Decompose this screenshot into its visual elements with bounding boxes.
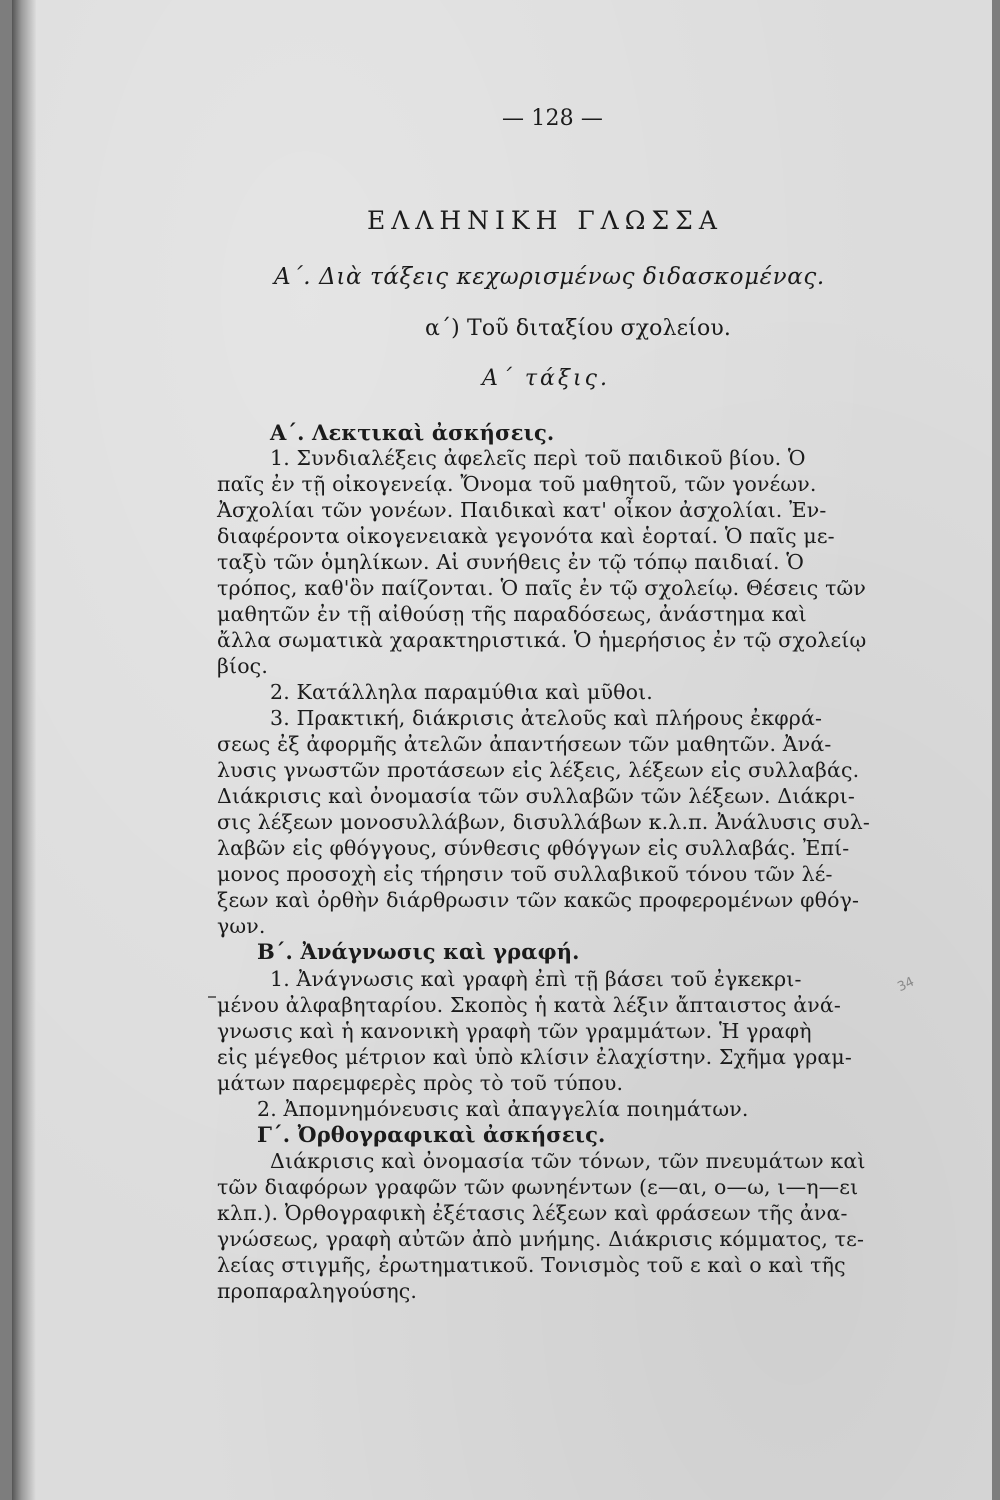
text-line: λείας στιγμῆς, ἐρωτηματικοῦ. Τονισμὸς τοῦ ε καὶ ο καὶ τῆς	[217, 1253, 846, 1277]
section-b-heading: Β΄. Ἀνάγνωσις καὶ γραφή.	[257, 939, 580, 964]
page-number: — 128 —	[502, 106, 604, 131]
text-line: λαβῶν εἰς φθόγγους, σύνθεσις φθόγγων εἰς συλλαβάς. Ἐπί-	[217, 836, 850, 860]
text-line: σις λέξεων μονοσυλλάβων, δισυλλάβων κ.λ.π. Ἀνάλυσις συλ-	[217, 810, 870, 834]
text-line: 1. Ἀνάγνωσις καὶ γραφὴ ἐπὶ τῇ βάσει τοῦ ἐγκεκρι-	[270, 967, 802, 991]
text-line: μάτων παρεμφερὲς πρὸς τὸ τοῦ τύπου.	[217, 1071, 624, 1095]
pencil-margin-note: 34	[895, 974, 917, 996]
text-line: 2. Κατάλληλα παραμύθια καὶ μῦθοι.	[270, 680, 653, 704]
text-line: διαφέροντα οἰκογενειακὰ γεγονότα καὶ ἑορταί. Ὁ παῖς με-	[217, 524, 835, 548]
text-line: σεως ἐξ ἀφορμῆς ἀτελῶν ἀπαντήσεων τῶν μαθητῶν. Ἀνά-	[217, 732, 832, 756]
text-line: 1. Συνδιαλέξεις ἀφελεῖς περὶ τοῦ παιδικοῦ βίου. Ὁ	[270, 446, 806, 470]
text-line: ἄλλα σωματικὰ χαρακτηριστικά. Ὁ ἡμερήσιος ἐν τῷ σχολείῳ	[217, 628, 867, 652]
text-line: τῶν διαφόρων γραφῶν τῶν φωνηέντων (ε—αι, ο—ω, ι—η—ει	[217, 1175, 859, 1199]
class-heading: Α΄ τάξις.	[482, 366, 610, 391]
text-line: κλπ.). Ὀρθογραφικὴ ἐξέτασις λέξεων καὶ φράσεων τῆς ἀνα-	[217, 1201, 848, 1225]
book-page	[12, 0, 992, 1500]
page-spine-shadow	[12, 0, 36, 1500]
text-line: βίος.	[217, 654, 268, 678]
text-line: μονος προσοχὴ εἰς τήρησιν τοῦ συλλαβικοῦ τόνου τῶν λέ-	[217, 862, 833, 886]
text-line: ξεων καὶ ὀρθὴν διάρθρωσιν τῶν κακῶς προφερομένων φθόγ-	[217, 888, 860, 912]
text-line: προπαραληγούσης.	[217, 1279, 418, 1303]
section-a-heading: Α΄. Λεκτικαὶ ἀσκήσεις.	[270, 420, 555, 445]
text-line: ταξὺ τῶν ὁμηλίκων. Αἱ συνήθεις ἐν τῷ τόπῳ παιδιαί. Ὁ	[217, 550, 805, 574]
text-line: λυσις γνωστῶν προτάσεων εἰς λέξεις, λέξεων εἰς συλλαβάς.	[217, 758, 860, 782]
text-line: γνωσις καὶ ἡ κανονικὴ γραφὴ τῶν γραμμάτων. Ἡ γραφὴ	[217, 1019, 812, 1043]
text-line: 3. Πρακτική, διάκρισις ἀτελοῦς καὶ πλήρους ἐκφρά-	[270, 706, 823, 730]
text-line: 2. Ἀπομνημόνευσις καὶ ἀπαγγελία ποιημάτων.	[257, 1097, 749, 1121]
text-line: γνώσεως, γραφὴ αὐτῶν ἀπὸ μνήμης. Διάκρισις κόμματος, τε-	[217, 1227, 865, 1251]
text-line: μαθητῶν ἐν τῇ αἰθούσῃ τῆς παραδόσεως, ἀνάστημα καὶ	[217, 602, 807, 626]
text-line: παῖς ἐν τῇ οἰκογενείᾳ. Ὄνομα τοῦ μαθητοῦ, τῶν γονέων.	[217, 472, 817, 496]
text-line: εἰς μέγεθος μέτριον καὶ ὑπὸ κλίσιν ἐλαχίστην. Σχῆμα γραμ-	[217, 1045, 852, 1069]
text-line: γων.	[217, 914, 266, 938]
margin-mark	[208, 996, 216, 998]
text-line: Διάκρισις καὶ ὀνομασία τῶν συλλαβῶν τῶν λέξεων. Διάκρι-	[217, 784, 855, 808]
text-line: τρόπος, καθ'ὃν παίζονται. Ὁ παῖς ἐν τῷ σχολείῳ. Θέσεις τῶν	[217, 576, 867, 600]
section-heading: Α΄. Διὰ τάξεις κεχωρισμένως διδασκομένας.	[274, 264, 825, 290]
text-line: μένου ἀλφαβηταρίου. Σκοπὸς ἡ κατὰ λέξιν ἄπταιστος ἀνά-	[217, 993, 841, 1017]
text-line: Διάκρισις καὶ ὀνομασία τῶν τόνων, τῶν πνευμάτων καὶ	[270, 1149, 866, 1173]
subheading: α΄) Τοῦ διταξίου σχολείου.	[425, 316, 732, 341]
section-c-heading: Γ΄. Ὀρθογραφικαὶ ἀσκήσεις.	[257, 1122, 606, 1147]
text-line: Ἀσχολίαι τῶν γονέων. Παιδικαὶ κατ' οἶκον ἀσχολίαι. Ἐν-	[217, 498, 827, 522]
page-title: ΕΛΛΗΝΙΚΗ ΓΛΩΣΣΑ	[367, 206, 723, 235]
